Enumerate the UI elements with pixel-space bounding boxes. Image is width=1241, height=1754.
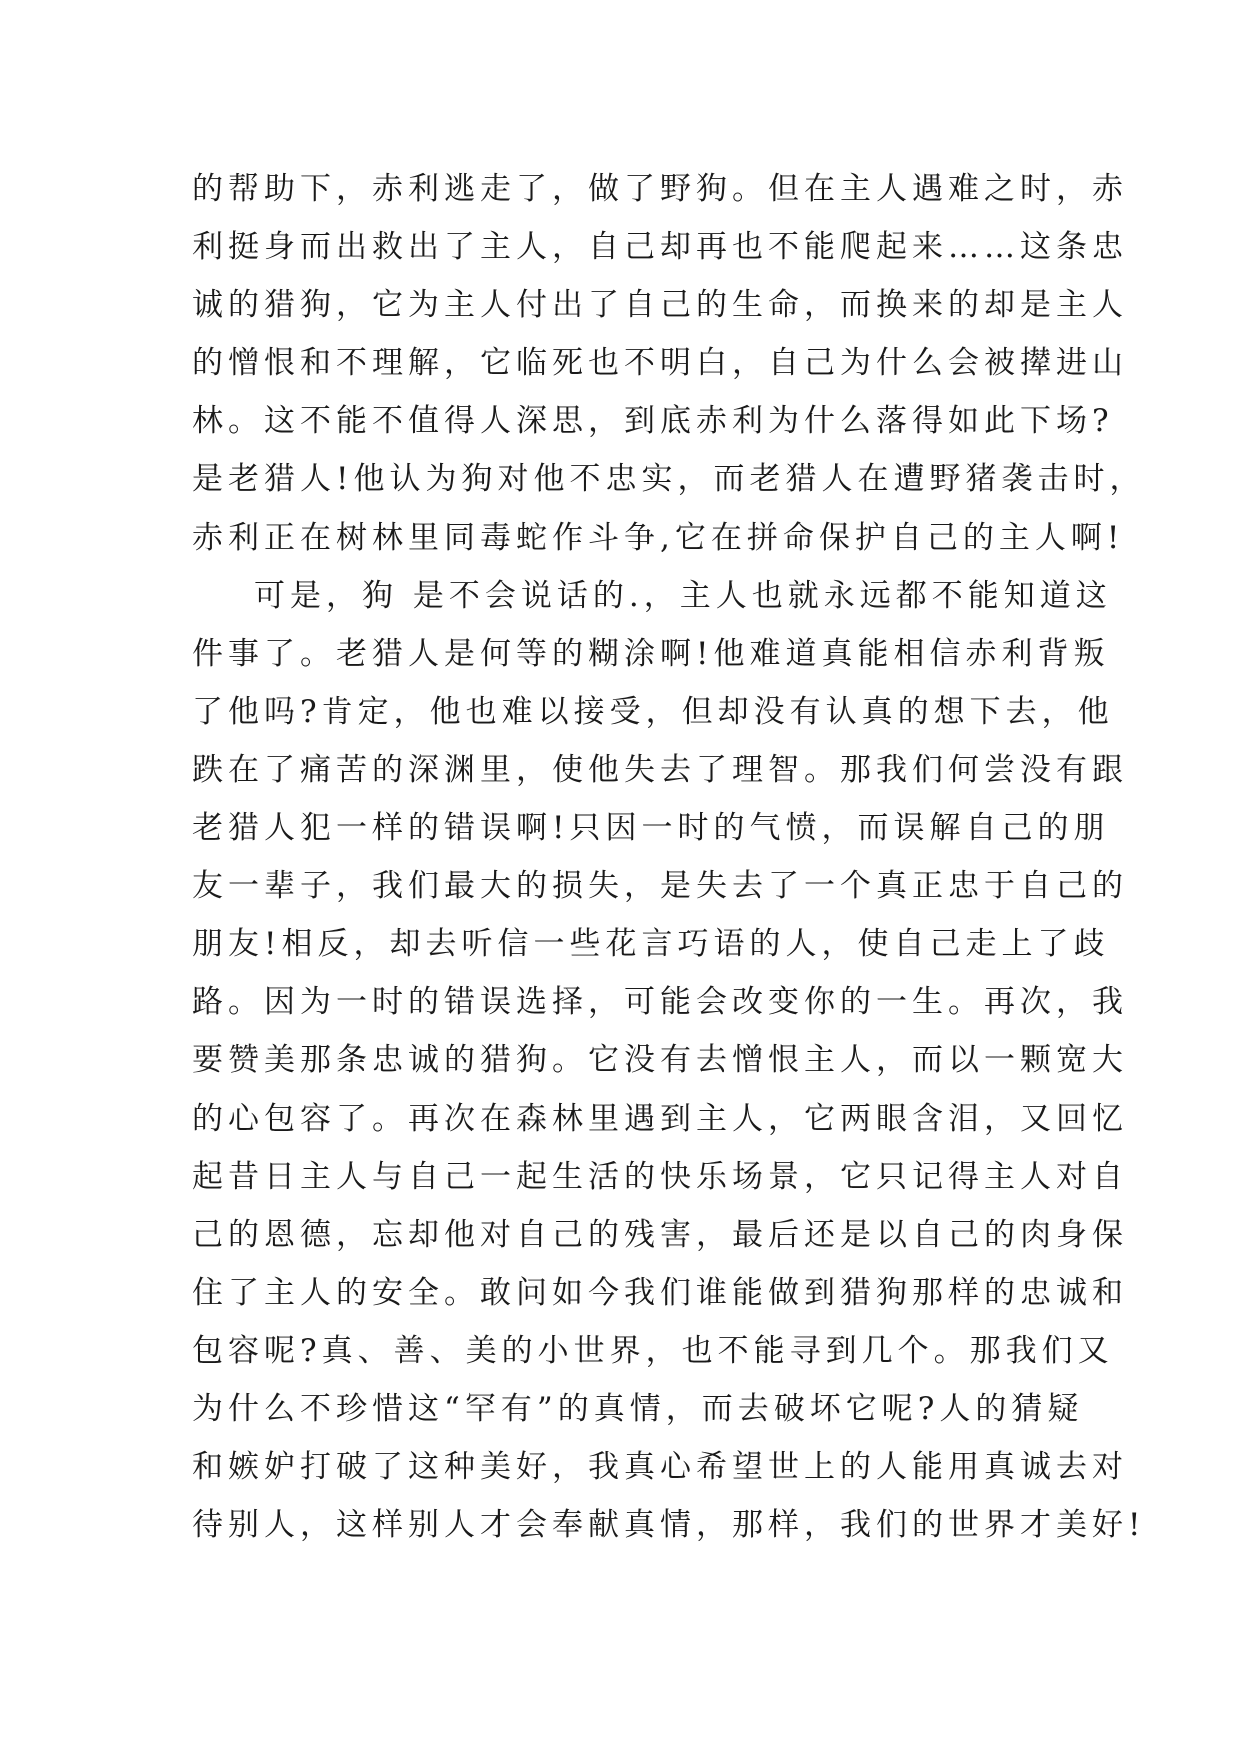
text-line: 己的恩德，忘却他对自己的残害，最后还是以自己的肉身保 xyxy=(192,1216,1128,1253)
text-line: 的心包容了。再次在森林里遇到主人，它两眼含泪，又回忆 xyxy=(192,1100,1128,1137)
text-line: 起昔日主人与自己一起生活的快乐场景，它只记得主人对自 xyxy=(192,1158,1128,1195)
text-line: 包容呢?真、善、美的小世界，也不能寻到几个。那我们又 xyxy=(192,1332,1114,1369)
text-line: 和嫉妒打破了这种美好，我真心希望世上的人能用真诚去对 xyxy=(192,1449,1128,1486)
text-line: 待别人，这样别人才会奉献真情，那样，我们的世界才美好! xyxy=(192,1507,1146,1544)
text-line: 友一辈子，我们最大的损失，是失去了一个真正忠于自己的 xyxy=(192,868,1128,905)
text-line: 跌在了痛苦的深渊里，使他失去了理智。那我们何尝没有跟 xyxy=(192,751,1128,788)
text-line: 林。这不能不值得人深思，到底赤利为什么落得如此下场? xyxy=(192,403,1114,440)
text-line: 诚的猎狗，它为主人付出了自己的生命，而换来的却是主人 xyxy=(192,287,1128,324)
text-line: 老猎人犯一样的错误啊!只因一时的气愤，而误解自己的朋 xyxy=(192,810,1110,847)
text-line: 要赞美那条忠诚的猎狗。它没有去憎恨主人，而以一颗宽大 xyxy=(192,1042,1128,1079)
text-line: 了他吗?肯定，他也难以接受，但却没有认真的想下去，他 xyxy=(192,693,1114,730)
text-line: 住了主人的安全。敢问如今我们谁能做到猎狗那样的忠诚和 xyxy=(192,1274,1128,1311)
text-line: 是老猎人!他认为狗对他不忠实，而老猎人在遭野猪袭击时， xyxy=(192,461,1146,498)
paragraph-first-line: 可是，狗 是不会说话的.，主人也就永远都不能知道这 xyxy=(254,577,1112,614)
text-line: 利挺身而出救出了主人，自己却再也不能爬起来……这条忠 xyxy=(192,229,1128,266)
body-text xyxy=(192,160,1146,1554)
text-line: 路。因为一时的错误选择，可能会改变你的一生。再次，我 xyxy=(192,984,1128,1021)
text-line: 赤利正在树林里同毒蛇作斗争,它在拼命保护自己的主人啊! xyxy=(192,519,1125,556)
text-line: 朋友!相反，却去听信一些花言巧语的人，使自己走上了歧 xyxy=(192,926,1110,963)
text-line: 的憎恨和不理解，它临死也不明白，自己为什么会被撵进山 xyxy=(192,345,1128,382)
text-line: 的帮助下，赤利逃走了，做了野狗。但在主人遇难之时，赤 xyxy=(192,171,1128,207)
text-line: 为什么不珍惜这“罕有”的真情，而去破坏它呢?人的猜疑 xyxy=(192,1390,1084,1427)
text-line: 件事了。老猎人是何等的糊涂啊!他难道真能相信赤利背叛 xyxy=(192,635,1110,672)
